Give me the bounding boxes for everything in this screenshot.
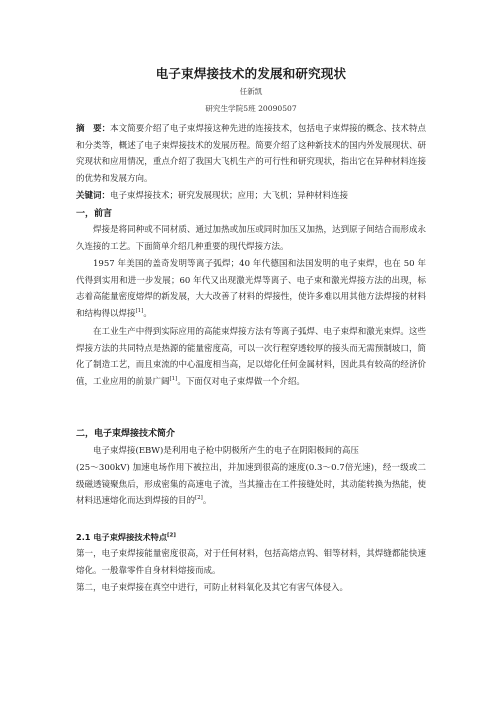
preface-paragraph-2 — [76, 256, 426, 323]
ebw-paragraph-line-1: 电子束焊接(EBW)是利用电子枪中阴极所产生的电子在阴阳极间的高压 — [93, 446, 359, 456]
feature-item-1: 第一，电子束焊接能量密度很高，对于任何材料，包括高熔点钨、钼等材料，其焊缝都能快速熔化。一般靠零件自身材料熔接而成。 — [76, 549, 426, 576]
preface-paragraph-3-end: 。下面仅对电子束焊做一个介绍。 — [177, 377, 305, 388]
keywords-text: 电子束焊接技术；研究发展现状；应用；大飞机；异种材料连接 — [110, 191, 349, 201]
paper-title: 电子束焊接技术的发展和研究现状 — [155, 66, 347, 81]
section-heading-ebw-intro: 二，电子束焊接技术简介 — [76, 429, 176, 439]
preface-paragraph-3 — [76, 324, 426, 391]
section-heading-preface: 一，前言 — [76, 209, 113, 219]
keywords-label: 关键词： — [76, 191, 111, 201]
citation-ref: [2] — [195, 495, 203, 502]
keywords — [76, 188, 426, 205]
ebw-paragraph-text: (25～300kV) 加速电场作用下被拉出，并加速到很高的速度(0.3～0.7倍光速)，经一级或二级磁透镜聚焦后，形成密集的高速电子流，当其撞击在工件接缝处时，其动能转换为热能，使材料迅速熔化而达到焊接的目的 — [76, 463, 426, 507]
preface-paragraph-1: 焊接是将同种或不同材质、通过加热或加压或同时加压又加热，达到原子间结合而形成永久连接的工艺。下面简单介绍几种重要的现代焊接方法。 — [76, 225, 426, 252]
feature-item-2: 第二，电子束焊接在真空中进行，可防止材料氧化及其它有害气体侵入。 — [76, 583, 349, 593]
abstract-label: 摘 要： — [76, 124, 111, 134]
abstract — [76, 121, 426, 188]
citation-ref: [2] — [167, 532, 176, 539]
citation-ref: [1] — [135, 308, 144, 315]
author-name: 任新凯 — [239, 87, 263, 96]
citation-ref: [1] — [169, 376, 178, 383]
ebw-paragraph-end: 。 — [202, 496, 212, 507]
ebw-paragraph — [76, 460, 426, 510]
subsection-heading-features — [76, 529, 176, 545]
preface-paragraph-2-end: 。 — [143, 309, 152, 320]
author-affiliation: 研究生学院5班 20090507 — [205, 104, 297, 113]
preface-paragraph-3-text: 在工业生产中得到实际应用的高能束焊接方法有等离子弧焊、电子束焊和激光束焊。这些焊接方法的共同特点是热源的能量密度高，可以一次行程穿透较厚的接头而无需预制坡口，简化了制造工艺，而且束流的中心温度相当高，足以熔化任何金属材料，因此具有较高的经济价值，工业应用的前景广阔 — [76, 327, 426, 388]
preface-paragraph-2-text: 1957 年美国的盖奇发明等离子弧焊；40 年代德国和法国发明的电子束焊，也在 50 年代得到实用和进一步发展；60 年代又出现激光焊等离子、电子束和激光焊接方法的出现，标志着高能量密度熔焊的新发展，大大改善了材料的焊接性，使许多难以用其他方法焊接的材料和结构得以焊接 — [76, 259, 426, 320]
subsection-heading-text: 2.1 电子束焊接技术特点 — [76, 532, 168, 542]
abstract-text: 本文简要介绍了电子束焊接这种先进的连接技术，包括电子束焊接的概念、技术特点和分类等，概述了电子束焊接技术的发展历程。简要介绍了这种新技术的国内外发展现状、研究现状和应用情况，重点介绍了我国大飞机生产的可行性和研究现状，指出它在异种材料连接的优势和发展方向。 — [76, 124, 426, 185]
